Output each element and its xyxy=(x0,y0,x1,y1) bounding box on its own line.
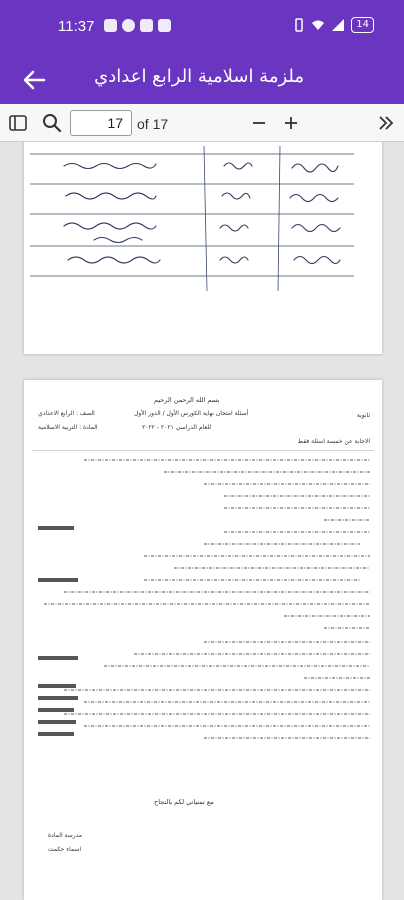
minus-icon xyxy=(251,115,267,131)
wifi-icon xyxy=(311,19,325,31)
app-bar xyxy=(0,56,404,104)
search-icon xyxy=(42,113,62,133)
exam-year: للعام الدراسي ٢٠٢١ - ٢٠٢٢ xyxy=(142,424,212,431)
handwritten-table-image xyxy=(24,142,382,354)
notification-icons xyxy=(104,19,171,32)
exam-grade: الصف : الرابع الاعدادي xyxy=(38,410,95,417)
app-notification-icon xyxy=(104,19,117,32)
exam-teacher-name: اسماء حكمت xyxy=(48,846,82,853)
more-tools-button[interactable] xyxy=(374,111,398,135)
zoom-in-button[interactable] xyxy=(279,111,303,135)
page-total-label: of 17 xyxy=(137,116,169,132)
page-title: ملزمة اسلامية الرابع اعدادي xyxy=(94,66,304,87)
exam-teacher-label: مدرسة المادة xyxy=(48,832,83,839)
search-button[interactable] xyxy=(40,111,64,135)
pdf-toolbar xyxy=(0,104,404,142)
plus-icon xyxy=(283,115,299,131)
pdf-page-current xyxy=(24,380,382,900)
pdf-page-previous xyxy=(24,142,382,354)
exam-note: الاجابة عن خمسة اسئلة فقط xyxy=(297,438,370,445)
exam-basmala: بسم الله الرحمن الرحيم xyxy=(154,396,220,404)
system-icons xyxy=(293,17,374,33)
exam-questions-image xyxy=(24,450,382,820)
exam-title: أسئلة امتحان نهاية الكورس الأول / الدور الأول xyxy=(134,410,249,417)
sidebar-toggle-icon xyxy=(9,115,27,131)
status-time: 11:37 xyxy=(58,18,95,35)
facebook-icon xyxy=(122,19,135,32)
double-chevron-right-icon xyxy=(377,115,395,131)
exam-footer-wish: مع تمنياتي لكم بالنجاح xyxy=(154,798,214,806)
sidebar-toggle-button[interactable] xyxy=(6,111,30,135)
signal-icon xyxy=(331,19,345,31)
pdf-viewer[interactable] xyxy=(0,142,404,900)
battery-indicator: 14 xyxy=(351,17,374,33)
mail-icon xyxy=(140,19,153,32)
exam-subject: المادة : التربية الاسلامية xyxy=(38,424,98,431)
vibrate-icon xyxy=(293,18,305,32)
youtube-icon xyxy=(158,19,171,32)
status-bar xyxy=(0,0,404,56)
arrow-left-icon xyxy=(18,64,50,96)
exam-school: ثانوية xyxy=(356,412,370,419)
back-button[interactable] xyxy=(18,64,50,96)
page-number-input[interactable] xyxy=(70,110,132,136)
zoom-out-button[interactable] xyxy=(247,111,271,135)
